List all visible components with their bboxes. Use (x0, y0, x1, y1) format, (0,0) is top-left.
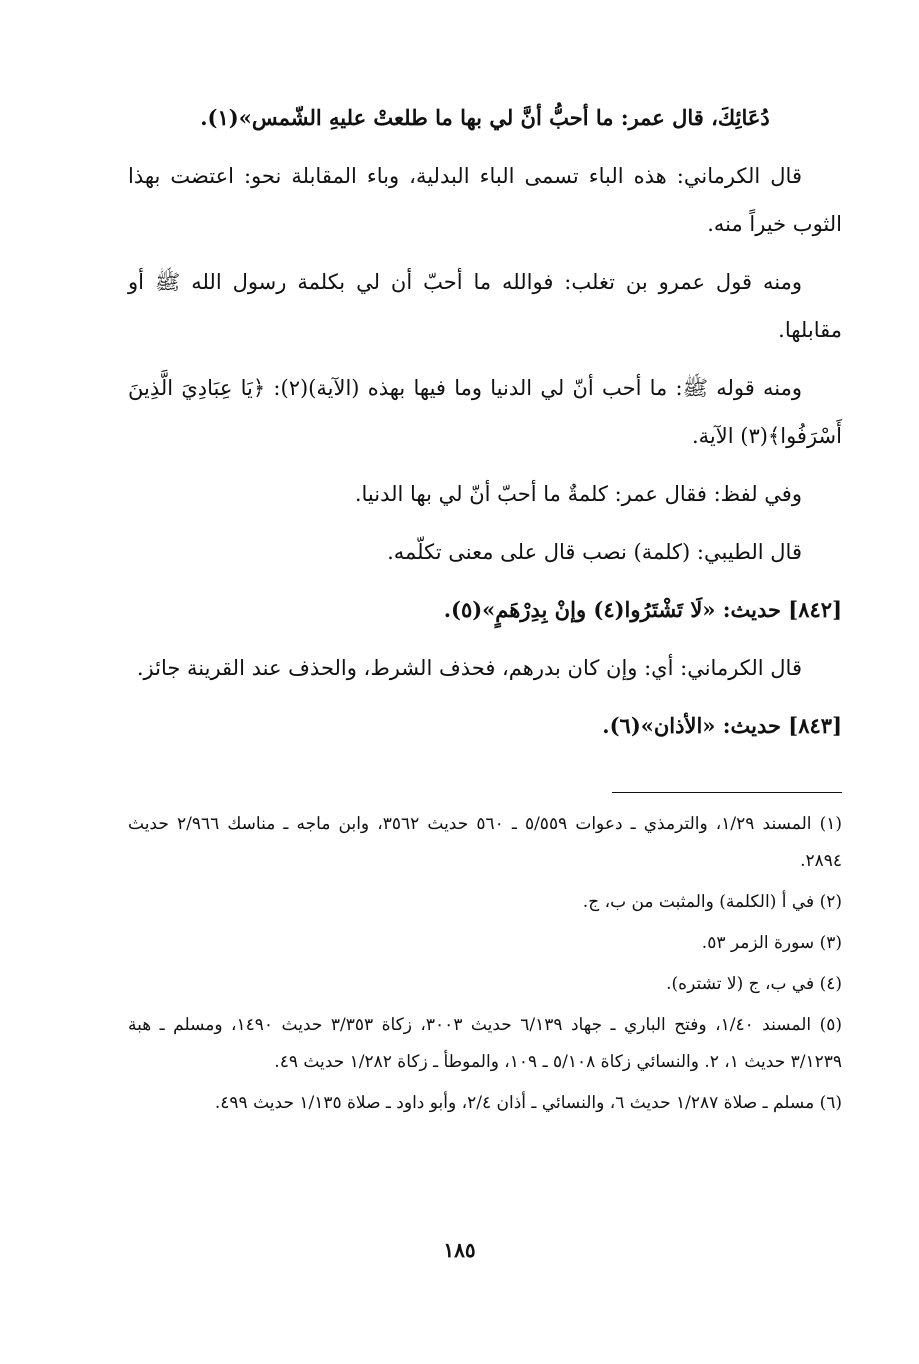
page-number: ١٨٥ (443, 1238, 476, 1262)
footnote-4: (٤) في ب، ج (لا تشتره). (666, 974, 842, 994)
paragraph-tibi: قال الطيبي: (كلمة) نصب قال على معنى تكلّمه. (387, 540, 802, 564)
paragraph-kirmani-2: قال الكرماني: أي: وإن كان بدرهم، فحذف الشرط، والحذف عند القرينة جائز. (136, 656, 802, 680)
paragraph-quran-verse: ومنه قوله ﷺ: ما أحب أنّ لي الدنيا وما فيها بهذه (الآية)(٢): ﴿يَا عِبَادِيَ الَّذِينَ أَسْرَفُوا﴾(٣) الآية. (128, 376, 842, 448)
footnote-5: (٥) المسند ١/٤٠، وفتح الباري ـ جهاد ٦/١٣٩ حديث ٣٠٠٣، زكاة ٣/٣٥٣ حديث ١٤٩٠، ومسلم ـ هبة ٣/١٢٣٩ حديث ١، ٢. والنسائي زكاة ٥/١٠٨ ـ ١٠٩، والموطأ ـ زكاة ١/٢٨٢ حديث ٤٩. (128, 1015, 843, 1072)
paragraph-lafz: وفي لفظ: فقال عمر: كلمةٌ ما أحبّ أنّ لي بها الدنيا. (354, 482, 802, 506)
footnote-6: (٦) مسلم ـ صلاة ١/٢٨٧ حديث ٦، والنسائي ـ أذان ٢/٤، وأبو داود ـ صلاة ١/١٣٥ حديث ٤٩٩. (214, 1093, 842, 1113)
footnote-3: (٣) سورة الزمر ٥٣. (701, 933, 842, 953)
footnote-1: (١) المسند ١/٢٩، والترمذي ـ دعوات ٥/٥٥٩ ـ ٥٦٠ حديث ٣٥٦٢، وابن ماجه ـ مناسك ٢/٩٦٦ حديث ٢٨٩٤. (128, 814, 842, 871)
hadith-heading-842: [٨٤٢] حديث: «لَا تَشْتَرُوا(٤) وإنْ بِدِرْهَمٍ»(٥). (443, 597, 842, 622)
paragraph-kirmani-1: قال الكرماني: هذه الباء تسمى الباء البدلية، وباء المقابلة نحو: اعتضت بهذا الثوب خيراً منه. (128, 164, 842, 236)
hadith-heading-843: [٨٤٣] حديث: «الأذان»(٦). (602, 713, 842, 738)
paragraph-continuation: دُعَائِكَ، قال عمر: ما أحبُّ أنَّ لي بها ما طلعتْ عليهِ الشّمس»(١). (200, 105, 770, 130)
footnote-divider (612, 792, 842, 793)
footnotes (128, 806, 842, 1122)
main-text (128, 94, 842, 750)
footnote-2: (٢) في أ (الكلمة) والمثبت من ب، ج. (582, 892, 842, 912)
paragraph-amr: ومنه قول عمرو بن تغلب: فوالله ما أحبّ أن لي بكلمة رسول الله ﷺ أو مقابلها. (128, 270, 842, 342)
